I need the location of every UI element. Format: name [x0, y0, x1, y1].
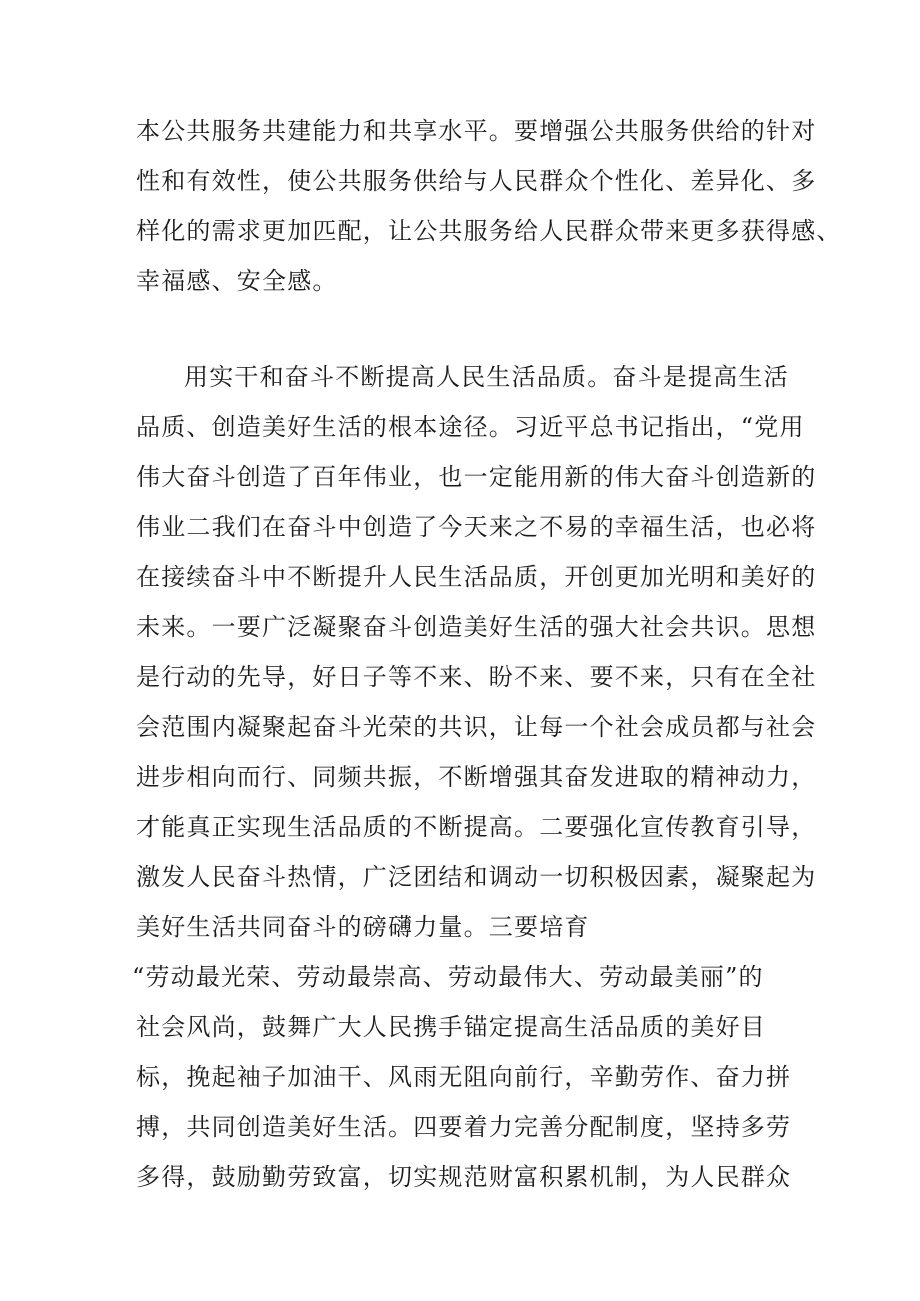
- paragraph-2-line-17: 多得，鼓励勤劳致富，切实规范财富积累机制，为人民群众: [136, 1163, 792, 1191]
- paragraph-2-line-11: 激发人民奋斗热情，广泛团结和调动一切积极因素，凝聚起为: [136, 863, 817, 891]
- paragraph-2-line-8: 会范围内凝聚起奋斗光荣的共识，让每一个社会成员都与社会: [136, 713, 817, 741]
- paragraph-2-line-10: 才能真正实现生活品质的不断提高。二要强化宣传教育引导，: [136, 813, 817, 841]
- paragraph-2-line-13: “劳动最光荣、劳动最崇高、劳动最伟大、劳动最美丽”的: [132, 963, 764, 991]
- paragraph-1-line-1: 本公共服务共建能力和共享水平。要增强公共服务供给的针对: [136, 117, 817, 145]
- paragraph-1-line-4: 幸福感、安全感。: [136, 267, 338, 295]
- paragraph-1-line-2: 性和有效性，使公共服务供给与人民群众个性化、差异化、多: [136, 167, 817, 195]
- paragraph-2-line-15: 标，挽起袖子加油干、风雨无阻向前行，辛勤劳作、奋力拼: [136, 1063, 792, 1091]
- paragraph-2-line-7: 是行动的先导，好日子等不来、盼不来、要不来，只有在全社: [136, 663, 817, 691]
- paragraph-1-line-3: 样化的需求更加匹配，让公共服务给人民群众带来更多获得感、: [136, 217, 842, 245]
- paragraph-2-line-1: 用实干和奋斗不断提高人民生活品质。奋斗是提高生活: [184, 363, 789, 391]
- paragraph-2-line-12: 美好生活共同奋斗的磅礴力量。三要培育: [136, 913, 590, 941]
- paragraph-2-line-2: 品质、创造美好生活的根本途径。习近平总书记指出，“党用: [136, 413, 805, 441]
- paragraph-2-line-16: 搏，共同创造美好生活。四要着力完善分配制度，坚持多劳: [136, 1113, 792, 1141]
- paragraph-2-line-5: 在接续奋斗中不断提升人民生活品质，开创更加光明和美好的: [136, 563, 817, 591]
- paragraph-2-line-14: 社会风尚，鼓舞广大人民携手锚定提高生活品质的美好目: [136, 1013, 766, 1041]
- paragraph-2-line-3: 伟大奋斗创造了百年伟业，也一定能用新的伟大奋斗创造新的: [136, 463, 817, 491]
- paragraph-2-line-6: 未来。一要广泛凝聚奋斗创造美好生活的强大社会共识。思想: [136, 613, 817, 641]
- paragraph-2-line-4: 伟业二我们在奋斗中创造了今天来之不易的幸福生活，也必将: [136, 513, 817, 541]
- paragraph-2-line-9: 进步相向而行、同频共振，不断增强其奋发进取的精神动力，: [136, 763, 817, 791]
